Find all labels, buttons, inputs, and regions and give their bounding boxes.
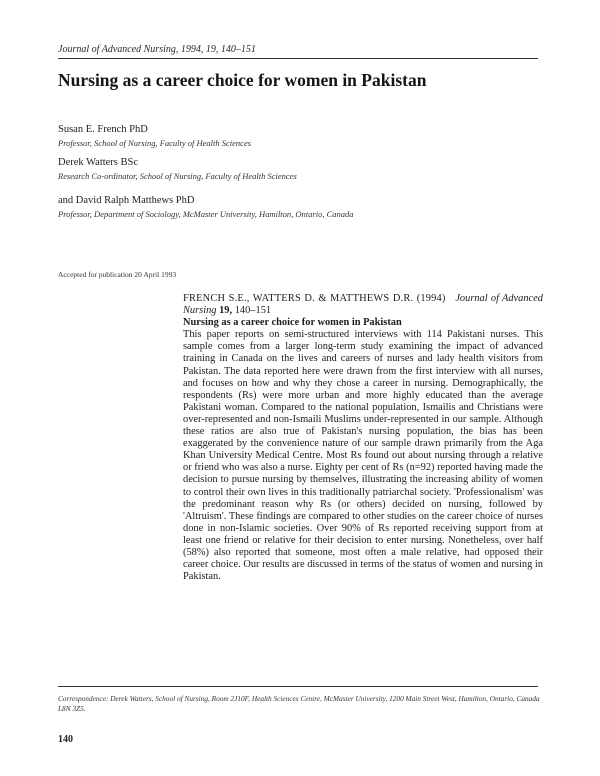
accepted-date: Accepted for publication 20 April 1993 <box>58 270 177 279</box>
author-name-3: and David Ralph Matthews PhD <box>58 195 195 206</box>
article-title: Nursing as a career choice for women in Pakistan <box>58 70 427 90</box>
author-affiliation-3: Professor, Department of Sociology, McMaster University, Hamilton, Ontario, Canada <box>58 209 354 219</box>
citation-authors: FRENCH S.E., WATTERS D. & MATTHEWS D.R. (1994) <box>183 293 446 304</box>
abstract-citation <box>183 293 543 317</box>
author-affiliation-2: Research Co-ordinator, School of Nursing, Faculty of Health Sciences <box>58 171 297 181</box>
footer-rule <box>58 686 538 687</box>
correspondence-note: Correspondence: Derek Watters, School of Nursing, Room 2J10F, Health Sciences Centre, McMaster University, 1200 Main Street West, Hamilton, Ontario, Canada L8N 3Z5. <box>58 694 540 713</box>
author-affiliation-1: Professor, School of Nursing, Faculty of Health Sciences <box>58 138 252 148</box>
abstract-block <box>183 293 543 583</box>
citation-volume: 19, <box>219 305 233 317</box>
journal-reference: Journal of Advanced Nursing, 1994, 19, 140–151 <box>58 44 256 55</box>
abstract-title: Nursing as a career choice for women in Pakistan <box>183 317 402 329</box>
citation-pages: 140–151 <box>234 305 272 317</box>
header-rule <box>58 58 538 59</box>
page-number: 140 <box>58 734 73 745</box>
author-name-2: Derek Watters BSc <box>58 157 139 168</box>
author-name-1: Susan E. French PhD <box>58 124 148 135</box>
citation-journal: Journal of Advanced Nursing <box>183 293 543 317</box>
abstract-body: This paper reports on semi-structured interviews with 114 Pakistani nurses. This sample comes from a larger long-term study examining the impact of advanced training in Canada on the lives and careers of nurses and lady health visitors from Pakistan. The data reported here were drawn from the first interview with all nurses, and focuses on how and why they chose a career in nursing. Demographically, the respondents (Rs) were more urban and more highly educated than the average Pakistani woman. Compared to the national population, Ismailis and Christians were over-represented and non-Ismaili Muslims under-represented in our sample. Although these ratios are also true of Pakistan's nursing population, the bias has been exaggerated by the convenience nature of our sample drawn primarily from the Aga Khan University Medical Centre. Most Rs found out about nursing through a relative or friend who was also a nurse. Eighty per cent of Rs (n=92) reported having made the decision to pursue nursing by themselves, illustrating the increasing ability of women to control their own lives in this traditionally patriarchal society. 'Professionalism' was the predominant reason why Rs (or others) decided on nursing, followed by 'Altruism'. These findings are compared to other studies on the career choice of nurses done in non-Islamic societies. Over 90% of Rs reported receiving support from at least one friend or relative for their decision to enter nursing. Nonetheless, over half (58%) also reported that someone, most often a male relative, had opposed their career choice. Our results are discussed in terms of the status of women and nursing in Pakistan. <box>183 329 543 583</box>
